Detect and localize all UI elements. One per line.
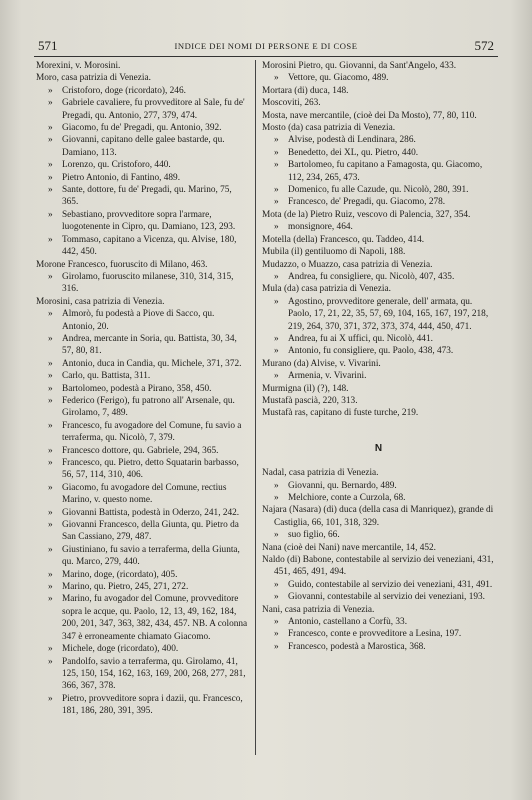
index-subentry <box>262 616 495 628</box>
index-subentry <box>262 159 495 184</box>
subentry-text: Federico (Ferigo), fu patrono all' Arsenale, qu. Girolamo, 7, 489. <box>62 395 235 419</box>
ditto-marker: » <box>48 209 53 220</box>
index-entry: Motella (della) Francesco, qu. Taddeo, 414. <box>262 234 425 245</box>
subentry-text: Lorenzo, qu. Cristoforo, 440. <box>62 160 171 171</box>
running-title: INDICE DEI NOMI DI PERSONE E DI COSE <box>174 41 358 51</box>
ditto-marker: » <box>48 271 53 282</box>
ditto-marker: » <box>274 617 279 628</box>
subentry-text: Alvise, podestà di Lendinara, 286. <box>288 135 416 146</box>
ditto-marker: » <box>48 333 53 344</box>
index-entry: Mosta, nave mercantile, (cioè dei Da Mosto), 77, 80, 110. <box>262 110 477 121</box>
ditto-marker: » <box>48 656 53 667</box>
ditto-marker: » <box>48 644 53 655</box>
ditto-marker: » <box>48 507 53 518</box>
subentry-text: suo figlio, 66. <box>288 530 340 541</box>
index-subentry <box>36 395 248 420</box>
index-subentry <box>36 420 248 445</box>
ditto-marker: » <box>48 458 53 468</box>
index-subentry <box>262 184 495 196</box>
ditto-marker: » <box>48 395 53 406</box>
index-subentry <box>262 345 495 357</box>
index-subentry <box>36 358 248 370</box>
index-subentry <box>262 492 495 504</box>
index-subentry <box>36 85 248 97</box>
subentry-text: Francesco, podestà a Marostica, 368. <box>288 641 426 652</box>
ditto-marker: » <box>48 420 53 431</box>
column-divider <box>255 60 256 755</box>
ditto-marker: » <box>48 185 53 196</box>
ditto-marker: » <box>274 592 279 603</box>
ditto-marker: » <box>48 594 53 605</box>
subentry-text: Girolamo, fuoruscito milanese, 310, 314, 315, 316. <box>62 271 234 295</box>
subentry-text: Francesco, conte e provveditore a Lesina, 197. <box>288 629 462 640</box>
subentry-text: Giovanni Battista, podestà in Oderzo, 241, 242. <box>62 507 240 518</box>
left-index-column <box>36 60 248 718</box>
index-subentry <box>36 234 248 259</box>
index-subentry <box>36 569 248 581</box>
subentry-text: Giacomo, fu avogadore del Comune, rectius Marino, v. questo nome. <box>62 482 227 506</box>
ditto-marker: » <box>274 530 279 541</box>
index-entry: Mudazzo, o Muazzo, casa patrizia di Venezia. <box>262 259 433 270</box>
subentry-text: Armenia, v. Vivarini. <box>288 371 367 382</box>
index-subentry <box>262 134 495 146</box>
index-entry: Mustafà pascià, 220, 313. <box>262 395 358 406</box>
index-subentry <box>36 134 248 159</box>
subentry-text: Pietro Antonio, di Fantino, 489. <box>62 172 181 183</box>
index-subentry <box>262 480 495 492</box>
subentry-text: Pietro, provveditore sopra i dazii, qu. Francesco, 181, 186, 280, 391, 395. <box>62 693 243 717</box>
subentry-text: Marino, qu. Pietro, 245, 271, 272. <box>62 582 189 593</box>
ditto-marker: » <box>274 333 279 344</box>
subentry-text: Marino, fu avogador del Comune, provveditore sopra le acque, qu. Paolo, 12, 13, 49, 162, 184, 200, 201, 347, 363, 382, 434, 457. NB. A colonna 347 è erroneamente chiamato Giacomo. <box>62 594 248 642</box>
subentry-text: Giustiniano, fu savio a terraferma, della Giunta, qu. Marco, 279, 440. <box>62 544 240 568</box>
index-subentry <box>262 579 495 591</box>
subentry-text: Cristoforo, doge (ricordato), 246. <box>62 85 186 96</box>
ditto-marker: » <box>48 172 53 183</box>
ditto-marker: » <box>274 493 279 503</box>
ditto-marker: » <box>274 222 279 233</box>
running-header <box>0 38 532 54</box>
index-entry: Mortara (di) duca, 148. <box>262 85 349 96</box>
ditto-marker: » <box>48 569 53 580</box>
ditto-marker: » <box>274 641 279 652</box>
ditto-marker: » <box>274 296 279 307</box>
subentry-text: monsignore, 464. <box>288 222 353 233</box>
index-subentry <box>36 593 248 643</box>
ditto-marker: » <box>274 73 279 84</box>
index-subentry <box>36 159 248 171</box>
ditto-marker: » <box>48 482 53 493</box>
ditto-marker: » <box>274 480 279 491</box>
subentry-text: Tommaso, capitano a Vicenza, qu. Alvise, 180, 442, 450. <box>62 234 237 258</box>
subentry-text: Andrea, fu ai X uffici, qu. Nicolò, 441. <box>288 333 433 344</box>
index-subentry <box>36 383 248 395</box>
index-subentry <box>262 370 495 382</box>
index-entry: Najara (Nasara) (di) duca (della casa di Manriquez), grande di Castiglia, 66, 101, 318, 329. <box>262 505 494 528</box>
ditto-marker: » <box>48 582 53 593</box>
ditto-marker: » <box>274 197 279 208</box>
index-subentry <box>36 172 248 184</box>
index-subentry <box>262 628 495 640</box>
ditto-marker: » <box>274 579 279 590</box>
index-subentry <box>36 308 248 333</box>
index-entry: Murano (da) Alvise, v. Vivarini. <box>262 358 381 369</box>
index-subentry <box>36 370 248 382</box>
section-spacer <box>262 420 495 432</box>
subentry-text: Pandolfo, savio a terraferma, qu. Girolamo, 41, 125, 150, 154, 162, 163, 169, 200, 268, 277, 281, 366, 367, 378. <box>62 656 246 692</box>
subentry-text: Antonio, fu consigliere, qu. Paolo, 438, 473. <box>288 346 454 357</box>
index-subentry <box>36 581 248 593</box>
index-entry: Nadal, casa patrizia di Venezia. <box>262 468 379 479</box>
index-entry: Mosto (da) casa patrizia di Venezia. <box>262 123 396 134</box>
index-subentry <box>36 643 248 655</box>
index-subentry <box>262 529 495 541</box>
ditto-marker: » <box>48 85 53 96</box>
index-subentry <box>36 333 248 358</box>
ditto-marker: » <box>48 98 53 109</box>
index-entry: Moscoviti, 263. <box>262 98 321 109</box>
subentry-text: Vettore, qu. Giacomo, 489. <box>288 73 389 84</box>
ditto-marker: » <box>274 135 279 146</box>
index-entry: Nana (cioè dei Nani) nave mercantile, 14, 452. <box>262 542 436 553</box>
index-entry: Nani, casa patrizia di Venezia. <box>262 604 375 615</box>
subentry-text: Marino, doge, (ricordato), 405. <box>62 569 178 580</box>
index-subentry <box>36 482 248 507</box>
section-letter-heading: N <box>374 442 383 454</box>
index-subentry <box>262 196 495 208</box>
ditto-marker: » <box>274 629 279 640</box>
ditto-marker: » <box>48 123 53 134</box>
ditto-marker: » <box>48 358 53 369</box>
index-subentry <box>262 271 495 283</box>
subentry-text: Giovanni, qu. Bernardo, 489. <box>288 480 397 491</box>
index-subentry <box>36 271 248 296</box>
index-entry: Morexini, v. Morosini. <box>36 61 121 71</box>
index-subentry <box>36 656 248 693</box>
index-entry: Moro, casa patrizia di Venezia. <box>36 73 151 84</box>
subentry-text: Francesco, fu avogadore del Comune, fu savio a terraferma, qu. Nicolò, 7, 379. <box>62 420 242 444</box>
ditto-marker: » <box>48 520 53 531</box>
index-entry: Morosini Pietro, qu. Giovanni, da Sant'Angelo, 433. <box>262 61 457 71</box>
subentry-text: Francesco, qu. Pietro, detto Squatarin barbasso, 56, 57, 114, 310, 406. <box>62 458 239 481</box>
subentry-text: Antonio, castellano a Corfù, 33. <box>288 617 408 628</box>
subentry-text: Giovanni, capitano delle galee bastarde, qu. Damiano, 113. <box>62 135 225 158</box>
subentry-text: Andrea, mercante in Soria, qu. Battista, 30, 34, 57, 80, 81. <box>62 333 237 357</box>
ditto-marker: » <box>274 371 279 382</box>
subentry-text: Sebastiano, provveditore sopra l'armare, luogotenente in Cipro, qu. Damiano, 123, 293. <box>62 209 236 233</box>
index-subentry <box>36 445 248 457</box>
ditto-marker: » <box>48 693 53 704</box>
subentry-text: Sante, dottore, fu de' Pregadi, qu. Marino, 75, 365. <box>62 185 232 208</box>
header-rule <box>34 56 498 57</box>
subentry-text: Melchiore, conte a Curzola, 68. <box>288 493 406 503</box>
index-subentry <box>36 209 248 234</box>
index-subentry <box>262 72 495 84</box>
index-subentry <box>36 693 248 718</box>
index-subentry <box>262 591 495 603</box>
subentry-text: Andrea, fu consigliere, qu. Nicolò, 407, 435. <box>288 271 455 282</box>
right-page-number: 572 <box>474 38 494 53</box>
index-subentry <box>262 333 495 345</box>
index-subentry <box>262 296 495 333</box>
left-page-number: 571 <box>38 38 58 53</box>
index-subentry <box>36 507 248 519</box>
ditto-marker: » <box>274 147 279 158</box>
index-entry: Mota (de la) Pietro Ruiz, vescovo di Palencia, 327, 354. <box>262 209 471 220</box>
index-subentry <box>36 122 248 134</box>
index-entry: Mula (da) casa patrizia di Venezia. <box>262 284 391 295</box>
ditto-marker: » <box>48 160 53 171</box>
ditto-marker: » <box>274 185 279 196</box>
index-entry: Mustafà ras, capitano di fuste turche, 219. <box>262 408 419 419</box>
ditto-marker: » <box>48 544 53 555</box>
index-subentry <box>36 97 248 122</box>
ditto-marker: » <box>48 383 53 394</box>
ditto-marker: » <box>274 271 279 282</box>
subentry-text: Francesco dottore, qu. Gabriele, 294, 365. <box>62 445 219 456</box>
subentry-text: Bartolomeo, fu capitano a Famagosta, qu. Giacomo, 112, 234, 265, 473. <box>288 160 483 183</box>
index-entry: Murmigna (il) (?), 148. <box>262 383 349 394</box>
index-entry: Mubila (il) gentiluomo di Napoli, 188. <box>262 247 406 258</box>
subentry-text: Almorò, fu podestà a Piove di Sacco, qu. Antonio, 20. <box>62 309 215 332</box>
right-index-column <box>262 60 495 653</box>
index-subentry <box>36 519 248 544</box>
ditto-marker: » <box>48 135 53 146</box>
subentry-text: Gabriele cavaliere, fu provveditore al Sale, fu de' Pregadi, qu. Antonio, 277, 379, 474. <box>62 98 245 121</box>
ditto-marker: » <box>48 309 53 320</box>
index-subentry <box>36 544 248 569</box>
subentry-text: Antonio, duca in Candia, qu. Michele, 371, 372. <box>62 358 242 369</box>
subentry-text: Michele, doge (ricordato), 400. <box>62 644 179 655</box>
subentry-text: Carlo, qu. Battista, 311. <box>62 371 151 382</box>
subentry-text: Agostino, provveditore generale, dell' armata, qu. Paolo, 17, 21, 22, 35, 57, 69, 104, 165, 167, 197, 218, 219, 264, 370, 371, 372, 373, 374, 444, 450, 471. <box>288 296 489 332</box>
index-entry: Morosini, casa patrizia di Venezia. <box>36 296 165 307</box>
subentry-text: Benedetto, dei XL, qu. Pietro, 440. <box>288 147 419 158</box>
index-subentry <box>262 641 495 653</box>
subentry-text: Bartolomeo, podestà a Pirano, 358, 450. <box>62 383 212 394</box>
ditto-marker: » <box>274 160 279 171</box>
subentry-text: Guido, contestabile al servizio dei veneziani, 431, 491. <box>288 579 493 590</box>
ditto-marker: » <box>48 371 53 382</box>
ditto-marker: » <box>274 346 279 357</box>
index-subentry <box>262 221 495 233</box>
index-entry: Naldo (di) Babone, contestabile al servizio dei veneziani, 431, 451, 465, 491, 494. <box>262 555 494 578</box>
ditto-marker: » <box>48 234 53 245</box>
subentry-text: Giovanni Francesco, della Giunta, qu. Pietro da San Cassiano, 279, 487. <box>62 520 239 543</box>
index-entry: Morone Francesco, fuoruscito di Milano, 463. <box>36 259 208 270</box>
index-subentry <box>36 184 248 209</box>
ditto-marker: » <box>48 445 53 456</box>
subentry-text: Francesco, de' Pregadi, qu. Giacomo, 278. <box>288 197 446 208</box>
index-subentry <box>262 147 495 159</box>
index-subentry <box>36 457 248 482</box>
subentry-text: Giacomo, fu de' Pregadi, qu. Antonio, 392. <box>62 123 222 134</box>
subentry-text: Domenico, fu alle Cazude, qu. Nicolò, 280, 391. <box>288 185 469 196</box>
subentry-text: Giovanni, contestabile al servizio dei veneziani, 193. <box>288 592 485 603</box>
